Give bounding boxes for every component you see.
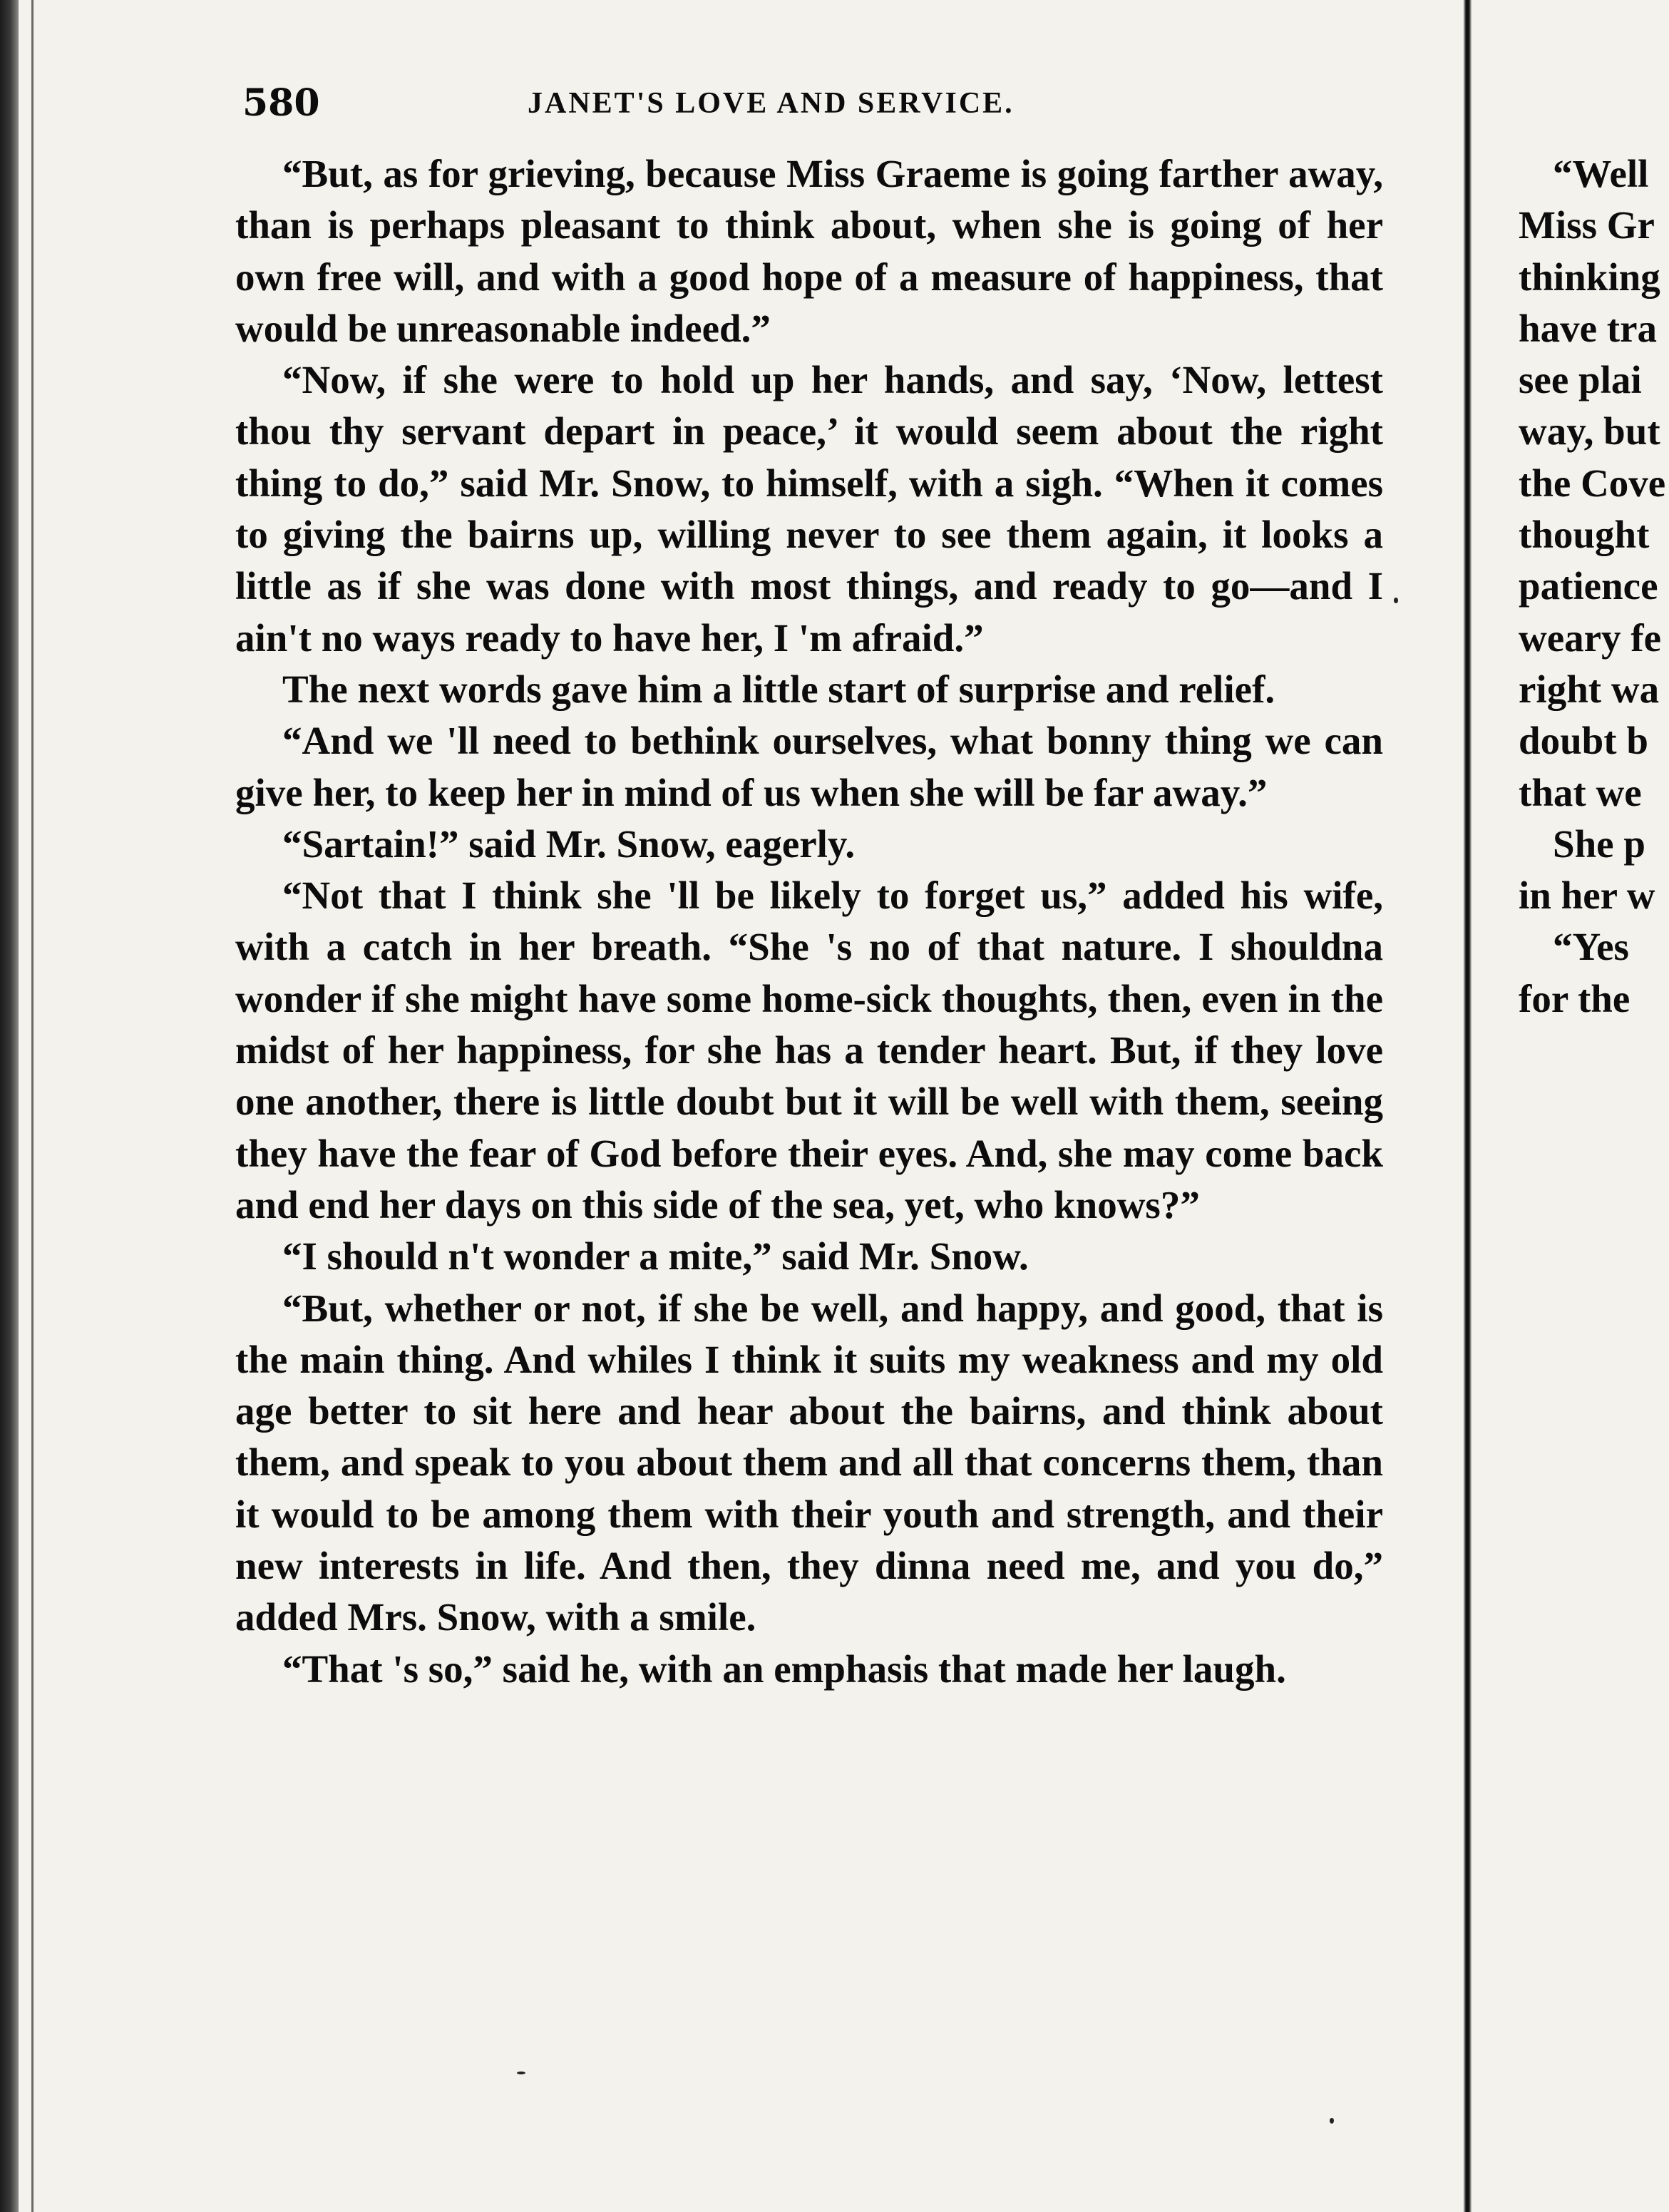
facing-line: way, but [1519, 409, 1660, 454]
paragraph: “But, whether or not, if she be well, and happy, and good, that is the main thing. And whiles I think it suits my weakness and my old age better to sit here and hear about the bairns, and think about them, and speak to you about them and all that concerns them, than it would to be among them with their youth and strength, and their new interests in life. And then, they dinna need me, and you do,” added Mrs. Snow, with a smile. [235, 1286, 1383, 1639]
paragraph: “Not that I think she 'll be likely to forget us,” added his wife, with a catch in her breath. “She 's no of that nature. I shouldna wonder if she might have some home-sick thoughts, then, even in the midst of her happiness, for she has a tender heart. But, if they love one another, there is little doubt but it will be well with them, seeing they have the fear of God before their eyes. And, she may come back and end her days on this side of the sea, yet, who knows?” [235, 874, 1383, 1227]
binding-gutter [0, 0, 19, 2212]
facing-line: thinking [1519, 255, 1660, 299]
facing-line: thought [1519, 513, 1650, 557]
facing-line: patience [1519, 564, 1658, 608]
facing-line: weary fe [1519, 615, 1662, 660]
facing-line: She p [1553, 821, 1645, 866]
facing-line: the Cove [1519, 461, 1666, 505]
facing-line: “Well [1553, 152, 1649, 195]
page-divider [1463, 0, 1472, 2212]
page-number: 580 [242, 81, 320, 125]
facing-line: see plai [1519, 358, 1642, 402]
facing-page-text [1519, 148, 1669, 1025]
paragraph: The next words gave him a little start of surprise and relief. [282, 667, 1275, 711]
paragraph: “Sartain!” said Mr. Snow, eagerly. [282, 821, 856, 866]
facing-line: for the [1519, 976, 1631, 1020]
ink-speck [1394, 598, 1398, 603]
running-head [242, 71, 1383, 135]
paragraph: “I should n't wonder a mite,” said Mr. Snow. [282, 1234, 1029, 1279]
left-page [235, 71, 1390, 2175]
paragraph: “Now, if she were to hold up her hands, and say, ‘Now, lettest thou thy servant depart in peace,’ it would seem about the right thing to do,” said Mr. Snow, to himself, with a sigh. “When it comes to giving the bairns up, willing never to see them again, it looks a little as if she was done with most things, and ready to go—and I ain't no ways ready to have her, I 'm afraid.” [235, 358, 1383, 660]
facing-line: that we [1519, 770, 1642, 814]
paragraph: “That 's so,” said he, with an emphasis that made her laugh. [282, 1647, 1286, 1691]
paragraph: “And we 'll need to bethink ourselves, what bonny thing we can give her, to keep her in mind of us when she will be far away.” [235, 719, 1383, 814]
body-text [235, 148, 1383, 1695]
facing-line: Miss Gr [1519, 203, 1655, 247]
facing-line: “Yes [1553, 925, 1629, 969]
facing-line: in her w [1519, 874, 1655, 918]
facing-page-fragment [1519, 0, 1669, 2212]
ink-speck [517, 2072, 525, 2074]
facing-line: have tra [1519, 306, 1657, 350]
running-head-title: JANET'S LOVE AND SERVICE. [528, 87, 1015, 120]
ink-speck [1330, 2118, 1334, 2124]
paragraph: “But, as for grieving, because Miss Graeme is going farther away, than is perhaps pleasant to think about, when she is going of her own free will, and with a good hope of a measure of happiness, that would be unreasonable indeed.” [235, 152, 1383, 350]
facing-line: right wa [1519, 667, 1660, 711]
facing-line: doubt b [1519, 719, 1648, 763]
binding-edge [31, 0, 34, 2212]
